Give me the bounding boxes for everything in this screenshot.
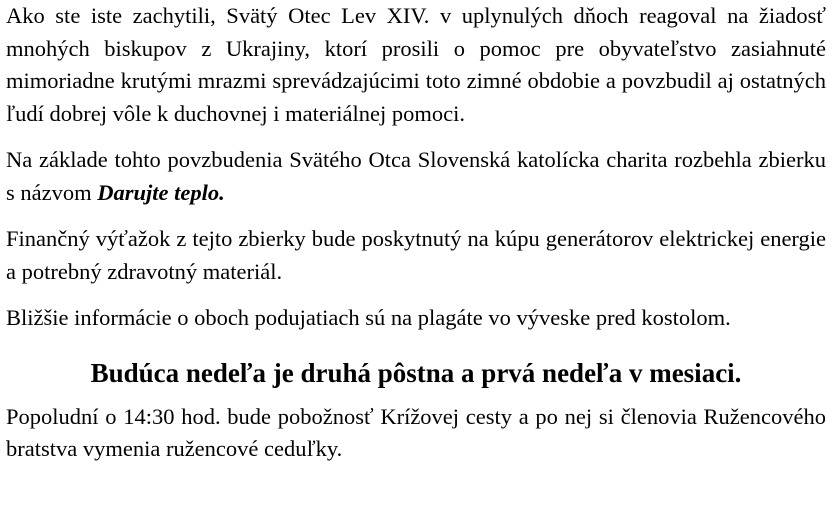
- paragraph-charity-collection: [6, 144, 826, 209]
- paragraph-pope-appeal: Ako ste iste zachytili, Svätý Otec Lev XIV. v uplynulých dňoch reagoval na žiadosť mnohých biskupov z Ukrajiny, ktorí prosili o pomoc pre obyvateľstvo zasiahnuté mimoriadne krutými mrazmi sprevádzajúcimi toto zimné obdobie a povzbudil aj ostatných ľudí dobrej vôle k duchovnej i materiálnej pomoci.: [6, 3, 826, 126]
- next-sunday-heading: Budúca nedeľa je druhá pôstna a prvá nedeľa v mesiaci.: [90, 357, 742, 388]
- announcements-document: [6, 0, 826, 466]
- paragraph-poster-info: Bližšie informácie o oboch podujatiach sú na plagáte vo výveske pred kostolom.: [6, 305, 731, 330]
- collection-name: Darujte teplo.: [97, 179, 225, 205]
- paragraph-proceeds: Finančný výťažok z tejto zbierky bude poskytnutý na kúpu generátorov elektrickej energie a potrebný zdravotný materiál.: [6, 226, 826, 284]
- paragraph-charity-text: Na základe tohto povzbudenia Svätého Otca Slovenská katolícka charita rozbehla zbierku s názvom: [6, 147, 826, 205]
- paragraph-way-of-cross: Popoludní o 14:30 hod. bude pobožnosť Krížovej cesty a po nej si členovia Ružencového bratstva vymenia ružencové ceduľky.: [6, 403, 826, 461]
